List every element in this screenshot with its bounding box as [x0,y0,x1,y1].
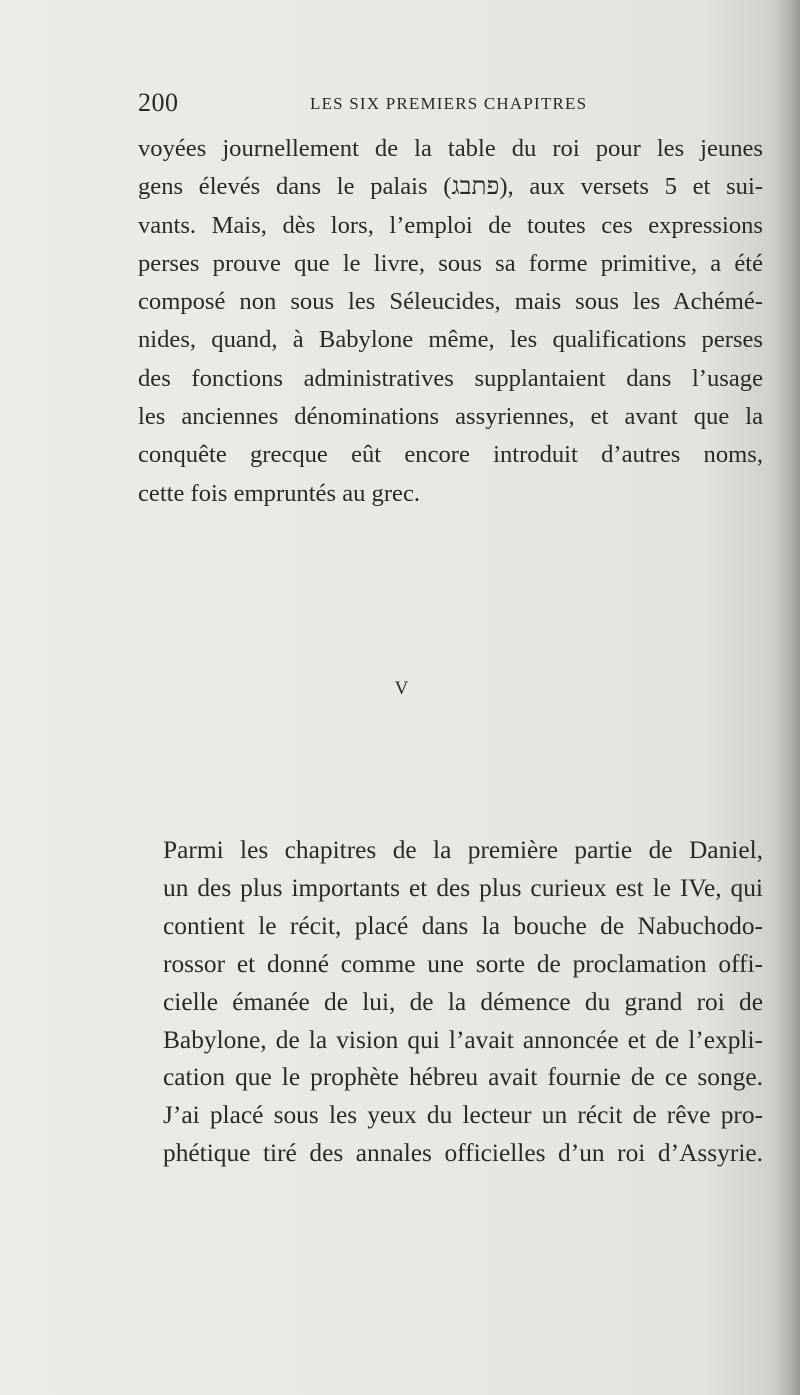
text-line: nides, quand, à Babylone même, les qualifications perses [138,326,763,354]
text-line: un des plus importants et des plus curieux est le IVe, qui [163,873,763,902]
text-line: Parmi les chapitres de la première partie de Daniel, [163,836,763,864]
page-header [138,88,758,124]
text-line: J’ai placé sous les yeux du lecteur un récit de rêve pro- [163,1101,763,1130]
text-line: Babylone, de la vision qui l’avait annoncée et de l’expli- [163,1025,763,1054]
page-number: 200 [138,88,179,117]
text-line: cielle émanée de lui, de la démence du grand roi de [163,987,763,1016]
text-line: conquête grecque eût encore introduit d’autres noms, [138,441,763,469]
text-line: les anciennes dénominations assyriennes, et avant que la [138,403,763,431]
text-line: des fonctions administratives supplantaient dans l’usage [138,364,763,392]
paragraph-1 [138,130,763,513]
text-line: cette fois empruntés au grec. [138,479,421,507]
paragraph-2 [138,832,763,1173]
text-line: cation que le prophète hébreu avait fournie de ce songe. [163,1063,763,1092]
text-line: voyées journellement de la table du roi pour les jeunes [138,135,763,162]
text-line: phétique tiré des annales officielles d’un roi d’Assyrie. [163,1139,763,1168]
text-line: perses prouve que le livre, sous sa forme primitive, a été [138,249,763,277]
text-line: contient le récit, placé dans la bouche de Nabuchodo- [163,911,763,940]
running-title: LES SIX PREMIERS CHAPITRES [310,94,588,113]
section-numeral: V [394,678,410,699]
text-line: composé non sous les Séleucides, mais sous les Achémé- [138,288,763,316]
text-line: gens élevés dans le palais (פתבג), aux versets 5 et sui- [138,173,763,201]
text-line: vants. Mais, dès lors, l’emploi de toutes ces expressions [138,211,763,239]
text-line: rossor et donné comme une sorte de proclamation offi- [163,949,763,978]
